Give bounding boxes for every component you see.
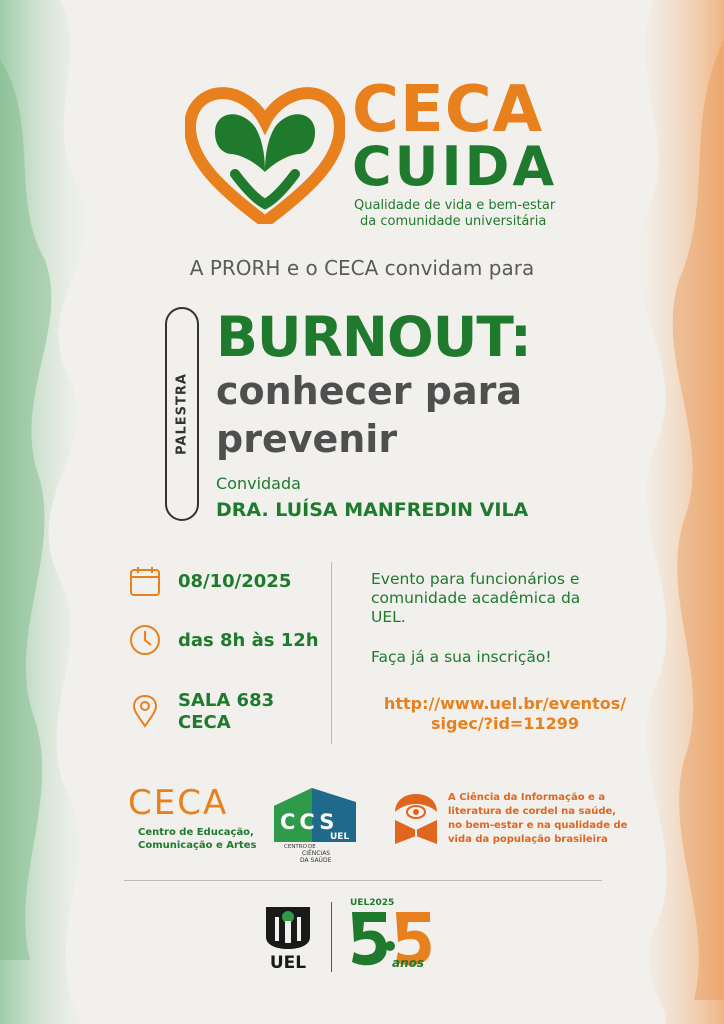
logo-tagline-line-1: Qualidade de vida e bem-estar [354, 198, 556, 213]
event-title: BURNOUT: [216, 305, 531, 369]
audience-line-2: comunidade acadêmica da [371, 589, 581, 607]
event-room: SALA 683 [178, 690, 275, 711]
registration-call: Faça já a sua inscrição! [371, 648, 552, 666]
registration-link-line-1[interactable]: http://www.uel.br/eventos/ [383, 694, 627, 713]
heart-hands-logo-icon [185, 82, 345, 224]
ceca-partner-subtitle-1: Centro de Educação, [138, 827, 254, 838]
uel-label: UEL [269, 953, 307, 973]
event-type-label: PALESTRA [174, 373, 190, 455]
ccs-partner-logo [272, 786, 358, 864]
audience-line-1: Evento para funcionários e [371, 570, 580, 588]
ccs-uel-label: UEL [330, 832, 350, 842]
cordel-text-line-2: literatura de cordel na saúde, [448, 806, 617, 817]
event-time: das 8h às 12h [178, 630, 319, 651]
ccs-subtitle-3: CIÊNCIAS [302, 850, 331, 857]
location-pin-icon [128, 694, 162, 728]
registration-link-line-2[interactable]: sigec/?id=11299 [431, 714, 579, 733]
footer-logo-divider [331, 902, 332, 972]
cordel-project-logo-icon [391, 790, 441, 846]
ccs-subtitle-1: CENTRO [284, 844, 307, 850]
cuida-logo-text: CUIDA [352, 135, 558, 198]
logo-tagline-line-2: da comunidade universitária [360, 214, 547, 229]
uel-55-anos-logo [346, 898, 436, 974]
event-type-badge [165, 307, 199, 521]
details-divider [331, 562, 332, 744]
uel2025-label: UEL2025 [350, 898, 395, 908]
event-date: 08/10/2025 [178, 571, 292, 592]
cordel-text-line-1: A Ciência da Informação e a [448, 792, 606, 803]
uel-emblem-icon [262, 903, 314, 951]
calendar-icon [128, 564, 162, 598]
ccs-subtitle-4: DA SAÚDE [300, 857, 332, 864]
invitation-text: A PRORH e o CECA convidam para [189, 256, 535, 280]
event-building: CECA [178, 712, 231, 733]
event-subtitle-line-2: prevenir [216, 417, 398, 461]
ccs-letters: CCS [280, 810, 339, 834]
guest-name: DRA. LUÍSA MANFREDIN VILA [216, 499, 529, 521]
guest-label: Convidada [216, 474, 301, 493]
ceca-partner-logo: CECA [128, 783, 229, 823]
event-subtitle-line-1: conhecer para [216, 369, 523, 413]
footer-divider [124, 880, 602, 881]
ceca-partner-subtitle-2: Comunicação e Artes [138, 840, 257, 851]
cordel-text-line-4: vida da população brasileira [448, 834, 608, 845]
ceca-logo-text: CECA [352, 73, 544, 147]
orange-watercolor-decoration [614, 0, 724, 1024]
audience-line-3: UEL. [371, 608, 406, 626]
uel-logo [262, 903, 314, 973]
cordel-text-line-3: no bem-estar e na qualidade de [448, 820, 628, 831]
clock-icon [128, 623, 162, 657]
anos-label: anos [392, 956, 425, 970]
green-watercolor-decoration [0, 0, 110, 1024]
ccs-subtitle-2: DE [308, 844, 316, 850]
